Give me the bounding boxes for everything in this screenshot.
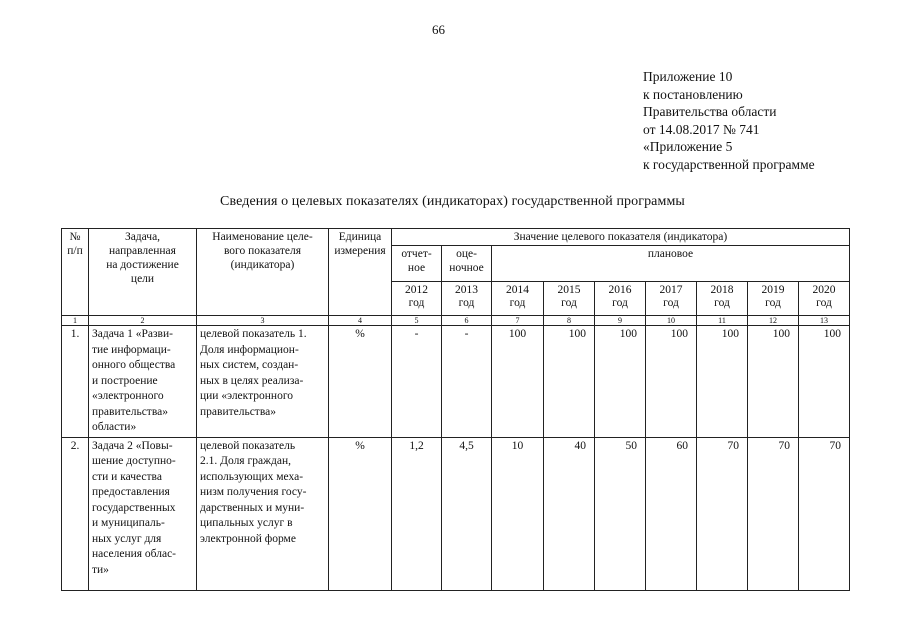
value-2017: 100 bbox=[646, 326, 697, 438]
header-task: Задача, направленная на достижение цели bbox=[89, 229, 197, 316]
task-cell: Задача 2 «Повы- шение доступно- сти и качества предоставления государственных и муниципаль- ных услуг для населения облас- ти» bbox=[89, 437, 197, 590]
page-number: 66 bbox=[432, 22, 445, 37]
appendix-line: к постановлению bbox=[643, 86, 743, 102]
indicator-cell: целевой показатель 2.1. Доля граждан, использующих меха- низм получения госу- дарственных и муни- ципальных услуг в электронной форме bbox=[197, 437, 329, 590]
year-2017: 2017 год bbox=[646, 282, 697, 316]
value-2014: 100 bbox=[492, 326, 544, 438]
appendix-line: «Приложение 5 bbox=[643, 139, 733, 155]
value-2015: 100 bbox=[544, 326, 595, 438]
year-2013: 2013 год bbox=[442, 282, 492, 316]
value-2016: 100 bbox=[595, 326, 646, 438]
value-2018: 70 bbox=[697, 437, 748, 590]
header-value-group: Значение целевого показателя (индикатора) bbox=[392, 229, 850, 246]
year-2016: 2016 год bbox=[595, 282, 646, 316]
value-2020: 100 bbox=[799, 326, 850, 438]
unit-cell: % bbox=[329, 326, 392, 438]
unit-cell: % bbox=[329, 437, 392, 590]
value-2014: 10 bbox=[492, 437, 544, 590]
header-reported: отчет- ное bbox=[392, 246, 442, 282]
value-2012: - bbox=[392, 326, 442, 438]
appendix-line: от 14.08.2017 № 741 bbox=[643, 121, 760, 137]
document-title: Сведения о целевых показателях (индикаторах) государственной программы bbox=[220, 194, 685, 209]
value-2019: 70 bbox=[748, 437, 799, 590]
value-2015: 40 bbox=[544, 437, 595, 590]
value-2012: 1,2 bbox=[392, 437, 442, 590]
year-2020: 2020 год bbox=[799, 282, 850, 316]
appendix-line: Правительства области bbox=[643, 104, 777, 120]
year-2014: 2014 год bbox=[492, 282, 544, 316]
indicators-table bbox=[61, 228, 850, 591]
header-row-1 bbox=[62, 229, 850, 246]
value-2016: 50 bbox=[595, 437, 646, 590]
header-unit: Единица измерения bbox=[329, 229, 392, 316]
column-number: 8 bbox=[544, 316, 595, 326]
column-number: 7 bbox=[492, 316, 544, 326]
row-number: 1. bbox=[62, 326, 89, 438]
column-number: 4 bbox=[329, 316, 392, 326]
header-indicator: Наименование целе- вого показателя (индикатора) bbox=[197, 229, 329, 316]
appendix-line: Приложение 10 bbox=[643, 69, 733, 84]
column-number: 11 bbox=[697, 316, 748, 326]
header-estimated: оце- ночное bbox=[442, 246, 492, 282]
column-number: 6 bbox=[442, 316, 492, 326]
column-number: 13 bbox=[799, 316, 850, 326]
value-2013: - bbox=[442, 326, 492, 438]
column-number: 2 bbox=[89, 316, 197, 326]
column-numbers-row bbox=[62, 316, 850, 326]
column-number: 12 bbox=[748, 316, 799, 326]
table-row bbox=[62, 326, 850, 438]
year-2015: 2015 год bbox=[544, 282, 595, 316]
header-num: № п/п bbox=[62, 229, 89, 316]
column-number: 1 bbox=[62, 316, 89, 326]
column-number: 10 bbox=[646, 316, 697, 326]
column-number: 9 bbox=[595, 316, 646, 326]
header-planned: плановое bbox=[492, 246, 850, 282]
year-2012: 2012 год bbox=[392, 282, 442, 316]
table-row bbox=[62, 437, 850, 590]
value-2020: 70 bbox=[799, 437, 850, 590]
task-cell: Задача 1 «Разви- тие информаци- онного общества и построение «электронного правительства» области» bbox=[89, 326, 197, 438]
value-2017: 60 bbox=[646, 437, 697, 590]
row-number: 2. bbox=[62, 437, 89, 590]
appendix-line: к государственной программе bbox=[643, 156, 815, 172]
year-2018: 2018 год bbox=[697, 282, 748, 316]
value-2019: 100 bbox=[748, 326, 799, 438]
value-2018: 100 bbox=[697, 326, 748, 438]
value-2013: 4,5 bbox=[442, 437, 492, 590]
column-number: 5 bbox=[392, 316, 442, 326]
column-number: 3 bbox=[197, 316, 329, 326]
indicator-cell: целевой показатель 1. Доля информацион- ных систем, создан- ных в целях реализа- ции «электронного правительства» bbox=[197, 326, 329, 438]
appendix-note bbox=[643, 68, 815, 174]
year-2019: 2019 год bbox=[748, 282, 799, 316]
